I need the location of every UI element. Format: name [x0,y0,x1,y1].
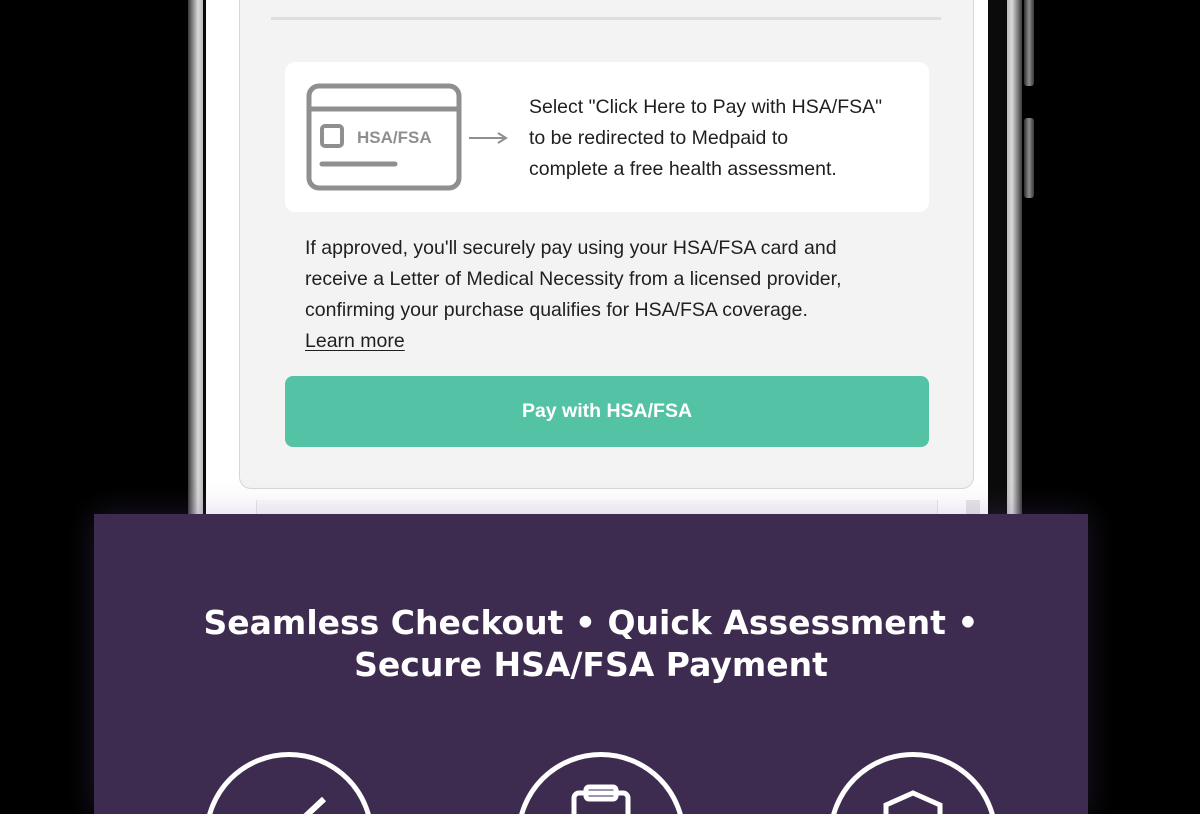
checkmark-circle-icon [204,752,374,814]
shield-icon [828,752,998,814]
promo-headline [94,602,1088,686]
description-line: receive a Letter of Medical Necessity from a licensed provider, [305,268,842,290]
headline-line: Seamless Checkout • Quick Assessment • [203,603,979,642]
pay-with-hsa-fsa-button[interactable]: Pay with HSA/FSA [285,376,929,447]
phone-side-button [1024,118,1034,198]
promo-banner [94,514,1088,814]
instruction-line: Select "Click Here to Pay with HSA/FSA" [529,96,883,118]
instruction-line: to be redirected to Medpaid to [529,127,789,149]
description-line: If approved, you'll securely pay using your HSA/FSA card and [305,237,837,259]
section-divider [271,17,941,20]
learn-more-link[interactable]: Learn more [305,330,405,352]
instruction-line: complete a free health assessment. [529,158,837,180]
phone-screen [206,0,988,560]
shield-glyph [868,779,958,814]
approval-description [305,233,905,326]
clipboard-icon [516,752,686,814]
card-label: HSA/FSA [357,128,432,147]
headline-line: Secure HSA/FSA Payment [354,645,828,684]
hsa-info-card [285,62,929,212]
card-chip-icon [322,126,342,146]
phone-side-button [1024,0,1034,86]
hsa-card-illustration [305,82,535,194]
hsa-instructions [529,92,921,185]
description-line: confirming your purchase qualifies for HSA/FSA coverage. [305,299,808,321]
hsa-payment-panel [239,0,974,489]
checkmark-glyph [244,779,334,814]
clipboard-glyph [556,779,646,814]
